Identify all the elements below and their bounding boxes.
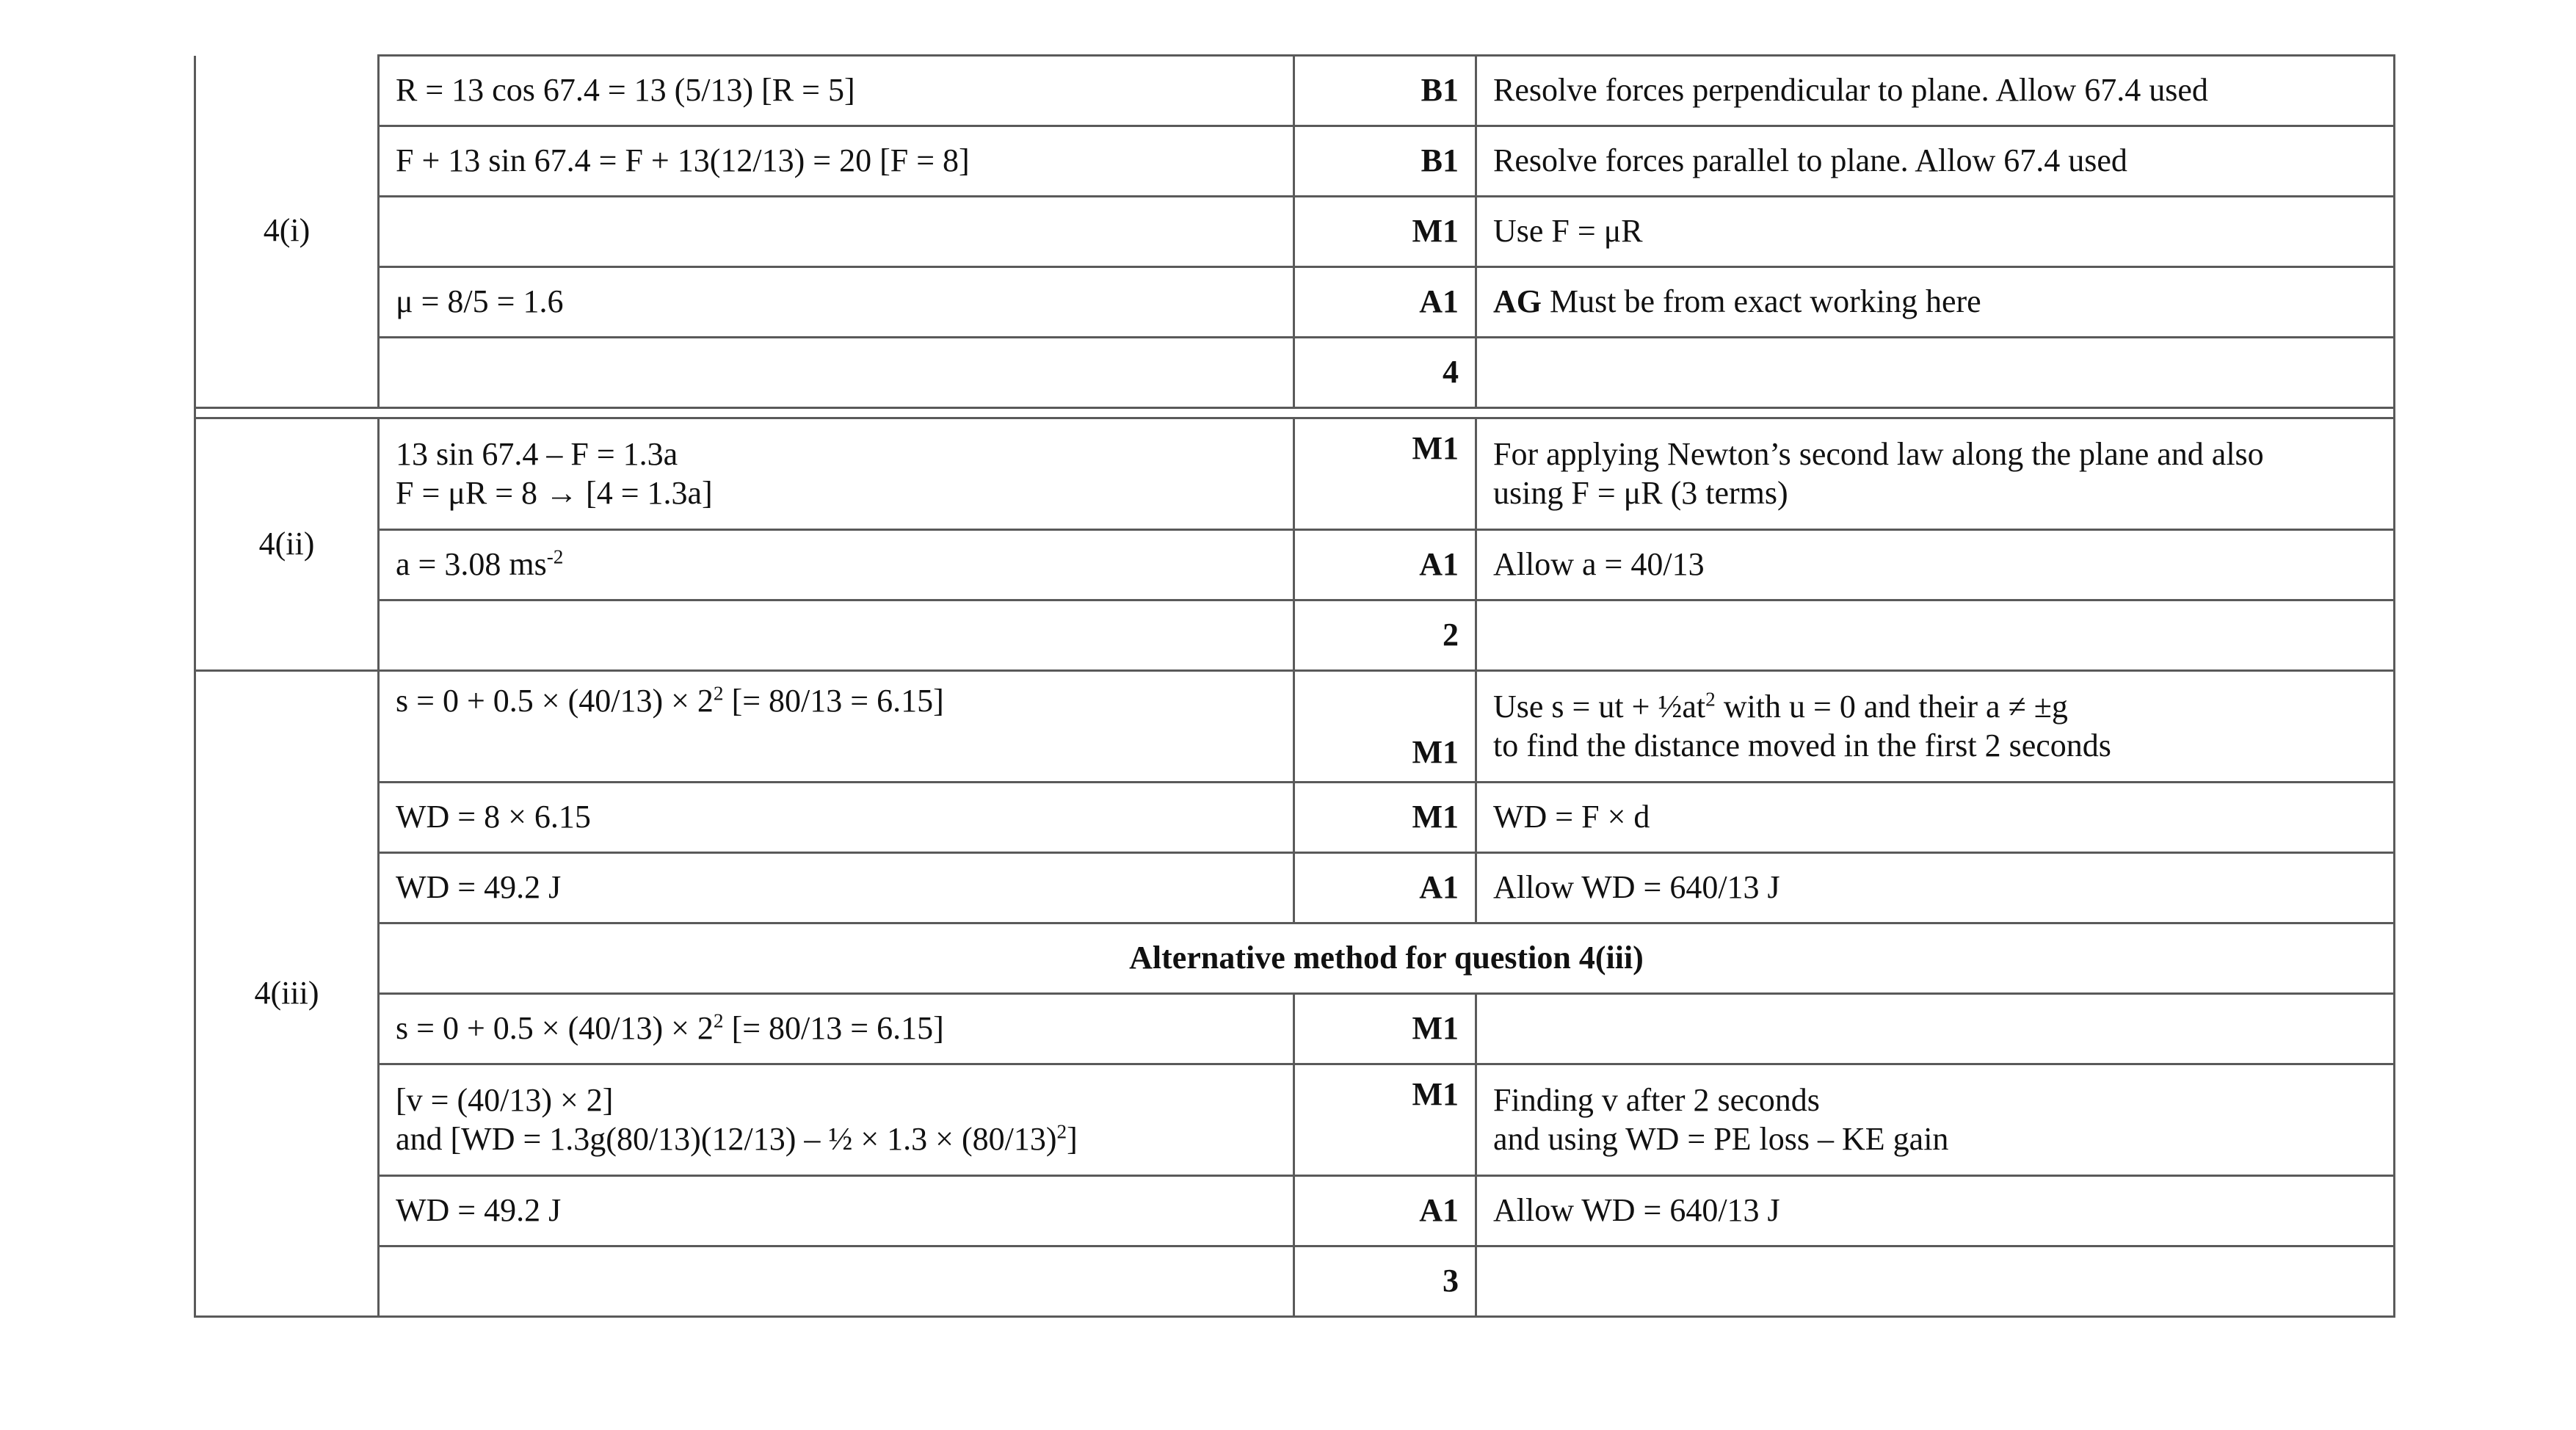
mark-cell: M1 [1294, 783, 1476, 853]
total-mark-cell: 2 [1294, 600, 1476, 671]
table-row [195, 600, 2395, 671]
guidance-cell [1476, 671, 2395, 783]
guidance-text: with u = 0 and their a ≠ ±g [1715, 688, 2068, 725]
working-cell [379, 994, 1294, 1064]
guidance-cell [1476, 1064, 2395, 1176]
table-row [195, 530, 2395, 600]
working-text: s = 0 + 0.5 × (40/13) × 2 [396, 683, 714, 719]
working-cell: μ = 8/5 = 1.6 [379, 267, 1294, 338]
mark-scheme-table [194, 54, 2395, 1318]
guidance-line: Finding v after 2 seconds [1493, 1081, 1820, 1118]
working-cell [379, 1064, 1294, 1176]
exponent: 2 [1056, 1119, 1067, 1142]
guidance-cell: Allow a = 40/13 [1476, 530, 2395, 600]
guidance-line: and using WD = PE loss – KE gain [1493, 1120, 1949, 1157]
question-number: 4(i) [195, 56, 379, 408]
mark-cell: B1 [1294, 126, 1476, 197]
mark-cell: M1 [1294, 1064, 1476, 1176]
total-mark-cell: 4 [1294, 338, 1476, 408]
working-text: and [WD = 1.3g(80/13)(12/13) – ½ × 1.3 × (80/13) [396, 1120, 1057, 1157]
table-row [195, 197, 2395, 267]
question-number: 4(iii) [195, 671, 379, 1317]
table-row [195, 418, 2395, 530]
guidance-text: Must be from exact working here [1542, 283, 1981, 320]
table-row [195, 923, 2395, 994]
mark-cell: M1 [1294, 994, 1476, 1064]
alternative-method-heading: Alternative method for question 4(iii) [379, 923, 2395, 994]
guidance-line: For applying Newton’s second law along the plane and also [1493, 435, 2264, 472]
guidance-cell: Allow WD = 640/13 J [1476, 1176, 2395, 1246]
table-row [195, 338, 2395, 408]
table-row [195, 126, 2395, 197]
question-number: 4(ii) [195, 418, 379, 671]
table-row [195, 671, 2395, 783]
mark-cell: M1 [1294, 418, 1476, 530]
mark-cell: B1 [1294, 56, 1476, 126]
working-cell [379, 418, 1294, 530]
guidance-cell [1476, 418, 2395, 530]
table-row [195, 1246, 2395, 1317]
table-row [195, 853, 2395, 923]
ag-label: AG [1493, 283, 1542, 320]
table-row [195, 267, 2395, 338]
guidance-cell: Use F = μR [1476, 197, 2395, 267]
guidance-cell [1476, 267, 2395, 338]
guidance-cell: Resolve forces perpendicular to plane. Allow 67.4 used [1476, 56, 2395, 126]
working-text: a = 3.08 ms [396, 546, 547, 583]
table-row [195, 783, 2395, 853]
separator-cell [195, 408, 2395, 418]
working-line: 13 sin 67.4 – F = 1.3a [396, 435, 678, 472]
working-cell: WD = 49.2 J [379, 1176, 1294, 1246]
guidance-cell [1476, 994, 2395, 1064]
working-text: [= 80/13 = 6.15] [723, 1010, 944, 1047]
mark-cell: M1 [1294, 197, 1476, 267]
guidance-text: Use s = ut + ½at [1493, 688, 1706, 725]
mark-cell: A1 [1294, 530, 1476, 600]
table-row [195, 56, 2395, 126]
working-cell [379, 1246, 1294, 1317]
working-line: F = μR = 8 → [4 = 1.3a] [396, 474, 713, 511]
guidance-cell: Allow WD = 640/13 J [1476, 853, 2395, 923]
table-row [195, 1064, 2395, 1176]
working-text: [= 80/13 = 6.15] [723, 683, 944, 719]
guidance-line [1493, 688, 2377, 727]
exponent: 2 [713, 1009, 724, 1032]
mark-cell: M1 [1294, 671, 1476, 783]
guidance-line: using F = μR (3 terms) [1493, 474, 1788, 511]
exponent: -2 [546, 545, 564, 568]
guidance-cell [1476, 600, 2395, 671]
exponent: 2 [1705, 688, 1716, 711]
table-row [195, 1176, 2395, 1246]
guidance-line: to find the distance moved in the first 2 seconds [1493, 727, 2111, 763]
working-cell: WD = 8 × 6.15 [379, 783, 1294, 853]
mark-cell: A1 [1294, 267, 1476, 338]
working-text: ] [1067, 1120, 1078, 1157]
table-row [195, 994, 2395, 1064]
working-line [396, 1120, 1277, 1159]
working-cell [379, 530, 1294, 600]
working-line: [v = (40/13) × 2] [396, 1081, 614, 1118]
working-cell: WD = 49.2 J [379, 853, 1294, 923]
working-cell [379, 338, 1294, 408]
mark-cell: A1 [1294, 853, 1476, 923]
exponent: 2 [713, 682, 724, 705]
section-separator [195, 408, 2395, 418]
working-cell [379, 600, 1294, 671]
working-text: s = 0 + 0.5 × (40/13) × 2 [396, 1010, 714, 1047]
working-cell [379, 671, 1294, 783]
guidance-cell: WD = F × d [1476, 783, 2395, 853]
mark-cell: A1 [1294, 1176, 1476, 1246]
guidance-cell [1476, 338, 2395, 408]
guidance-cell: Resolve forces parallel to plane. Allow 67.4 used [1476, 126, 2395, 197]
guidance-cell [1476, 1246, 2395, 1317]
working-cell [379, 197, 1294, 267]
working-cell: R = 13 cos 67.4 = 13 (5/13) [R = 5] [379, 56, 1294, 126]
total-mark-cell: 3 [1294, 1246, 1476, 1317]
working-cell: F + 13 sin 67.4 = F + 13(12/13) = 20 [F = 8] [379, 126, 1294, 197]
